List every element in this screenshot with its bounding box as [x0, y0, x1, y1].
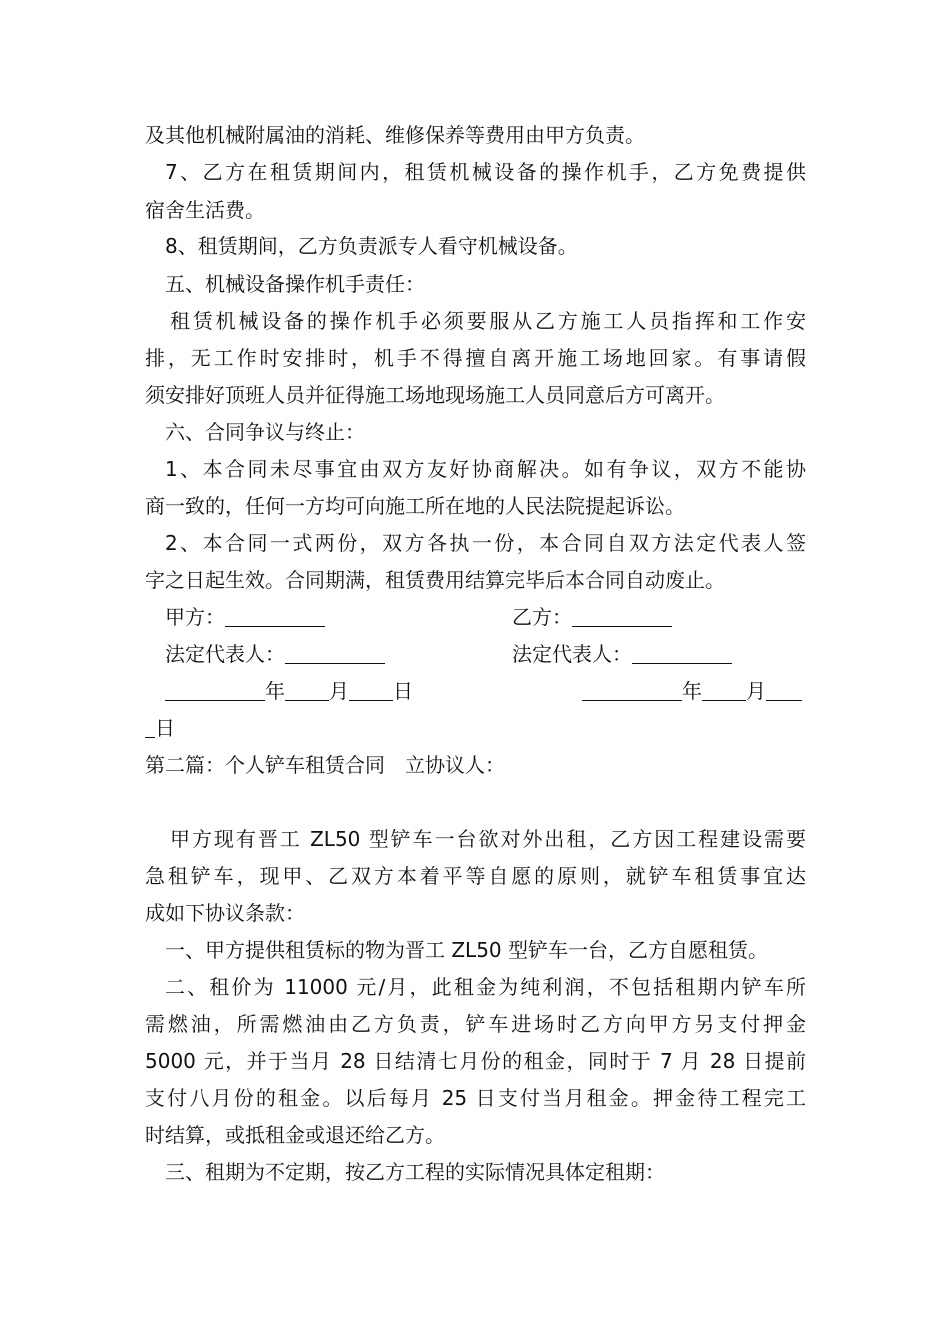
paragraph-line: 须安排好顶班人员并征得施工场地现场施工人员同意后方可离开。 — [145, 383, 725, 407]
section-heading: 五、机械设备操作机手责任： — [165, 272, 425, 296]
clause-line: 二、租价为 11000 元/月，此租金为纯利润，不包括租期内铲车所 — [165, 975, 806, 999]
paragraph-line: 时结算，或抵租金或退还给乙方。 — [145, 1123, 445, 1147]
signature-blank — [285, 643, 385, 664]
signature-blank — [632, 643, 732, 664]
paragraph-line: 甲方现有晋工 ZL50 型铲车一台欲对外出租，乙方因工程建设需要 — [170, 827, 806, 851]
signature-blank — [572, 606, 672, 627]
day-blank — [145, 717, 155, 738]
paragraph-line: 租赁机械设备的操作机手必须要服从乙方施工人员指挥和工作安 — [170, 309, 806, 333]
signature-blank — [225, 606, 325, 627]
paragraph-line: 支付八月份的租金。以后每月 25 日支付当月租金。押金待工程完工 — [145, 1086, 806, 1110]
paragraph-line: 1、本合同未尽事宜由双方友好协商解决。如有争议，双方不能协 — [165, 457, 806, 481]
chapter-title: 第二篇：个人铲车租赁合同 立协议人： — [145, 753, 505, 777]
party-b-line — [512, 604, 672, 630]
month-label: 月 — [746, 679, 766, 703]
day-label: 日 — [393, 679, 413, 703]
paragraph-line: 2、本合同一式两份，双方各执一份，本合同自双方法定代表人签 — [165, 531, 806, 555]
paragraph-line: 及其他机械附属油的消耗、维修保养等费用由甲方负责。 — [145, 123, 645, 147]
date-a-line — [165, 678, 413, 704]
year-label: 年 — [265, 679, 285, 703]
paragraph-line: 成如下协议条款： — [145, 901, 305, 925]
party-a-line — [165, 604, 325, 630]
paragraph-line: 急租铲车，现甲、乙双方本着平等自愿的原则，就铲车租赁事宜达 — [145, 864, 806, 888]
day-blank — [766, 680, 802, 701]
paragraph-line: 宿舍生活费。 — [145, 198, 265, 222]
rep-b-line — [512, 641, 732, 667]
date-b-line — [582, 678, 802, 704]
party-a-label: 甲方： — [165, 605, 225, 629]
month-blank — [702, 680, 746, 701]
paragraph-line: 8、租赁期间，乙方负责派专人看守机械设备。 — [165, 234, 578, 258]
month-blank — [285, 680, 329, 701]
paragraph-line: 需燃油，所需燃油由乙方负责，铲车进场时乙方向甲方另支付押金 — [145, 1012, 806, 1036]
clause-line: 一、甲方提供租赁标的物为晋工 ZL50 型铲车一台，乙方自愿租赁。 — [165, 938, 769, 962]
year-label: 年 — [682, 679, 702, 703]
rep-a-line — [165, 641, 385, 667]
rep-b-label: 法定代表人： — [512, 642, 632, 666]
paragraph-line: 字之日起生效。合同期满，租赁费用结算完毕后本合同自动废止。 — [145, 568, 725, 592]
paragraph-line: 7、乙方在租赁期间内，租赁机械设备的操作机手，乙方免费提供 — [165, 160, 806, 184]
rep-a-label: 法定代表人： — [165, 642, 285, 666]
paragraph-line: 5000 元，并于当月 28 日结清七月份的租金，同时于 7 月 28 日提前 — [145, 1049, 806, 1073]
day-label: 日 — [155, 716, 175, 740]
paragraph-line: 排，无工作时安排时，机手不得擅自离开施工场地回家。有事请假 — [145, 346, 806, 370]
clause-line: 三、租期为不定期，按乙方工程的实际情况具体定租期： — [165, 1160, 665, 1184]
party-b-label: 乙方： — [512, 605, 572, 629]
month-label: 月 — [329, 679, 349, 703]
paragraph-line: 商一致的，任何一方均可向施工所在地的人民法院提起诉讼。 — [145, 494, 685, 518]
section-heading: 六、合同争议与终止： — [165, 420, 365, 444]
year-blank — [582, 680, 682, 701]
date-b-continuation — [145, 715, 175, 741]
day-blank — [349, 680, 393, 701]
year-blank — [165, 680, 265, 701]
